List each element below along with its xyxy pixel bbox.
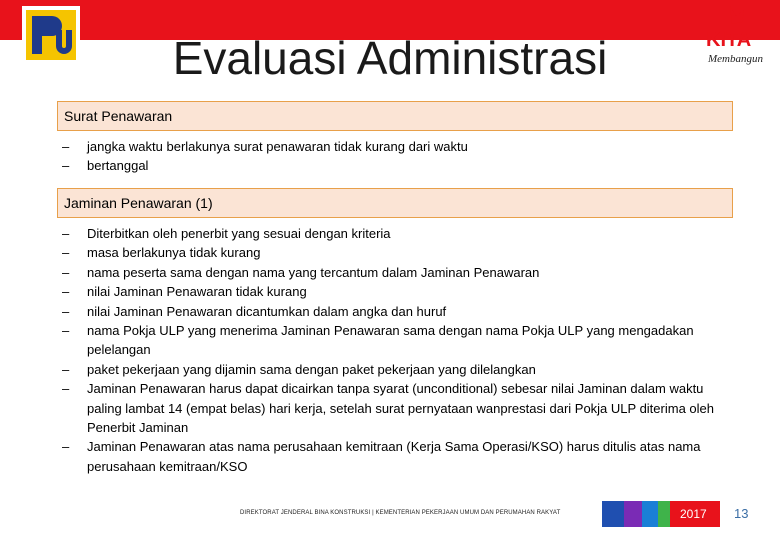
list-item: – jangka waktu berlakunya surat penawaran tidak kurang dari waktu bbox=[62, 139, 468, 154]
list-item: – Diterbitkan oleh penerbit yang sesuai dengan kriteria bbox=[62, 226, 391, 241]
list-item: – nilai Jaminan Penawaran tidak kurang bbox=[62, 284, 307, 300]
membangun-text: Membangun bbox=[708, 53, 763, 65]
page-title: Evaluasi Administrasi bbox=[172, 32, 608, 84]
surat-penawaran-list bbox=[62, 137, 722, 176]
list-item: – nama peserta sama dengan nama yang tercantum dalam Jaminan Penawaran bbox=[62, 264, 540, 280]
page-number: 13 bbox=[734, 506, 749, 521]
list-item: – masa berlakunya tidak kurang bbox=[62, 245, 261, 261]
kita-text: KITA bbox=[706, 29, 752, 51]
list-item: – Jaminan Penawaran harus dapat dicairkan tanpa syarat (unconditional) sebesar nilai Jaminan dalam waktu paling lambat 14 (empat belas) hari kerja, setelah surat pernyataan wanprestasi dari Pokja ULP diterima oleh Penerbit Jaminan bbox=[62, 381, 714, 436]
list-item: – nilai Jaminan Penawaran dicantumkan dalam angka dan huruf bbox=[62, 303, 447, 319]
list-item: – paket pekerjaan yang dijamin sama dengan paket pekerjaan yang dilelangkan bbox=[62, 361, 536, 377]
list-item: – bertanggal bbox=[62, 158, 149, 174]
footer-text: DIREKTORAT JENDERAL BINA KONSTRUKSI | KEMENTERIAN PEKERJAAN UMUM DAN PERUMAHAN RAKYAT bbox=[240, 510, 561, 516]
list-item: – Jaminan Penawaran atas nama perusahaan kemitraan (Kerja Sama Operasi/KSO) harus ditulis atas nama perusahaan kemitraan/KSO bbox=[62, 439, 701, 474]
section-heading-jaminan-penawaran: Jaminan Penawaran (1) bbox=[57, 188, 733, 218]
footer-year: 2017 bbox=[680, 507, 707, 521]
section-heading-surat-penawaran: Surat Penawaran bbox=[57, 101, 733, 131]
jaminan-penawaran-list bbox=[62, 224, 717, 476]
list-item: – nama Pokja ULP yang menerima Jaminan Penawaran sama dengan nama Pokja ULP yang mengadakan pelelangan bbox=[62, 323, 694, 358]
